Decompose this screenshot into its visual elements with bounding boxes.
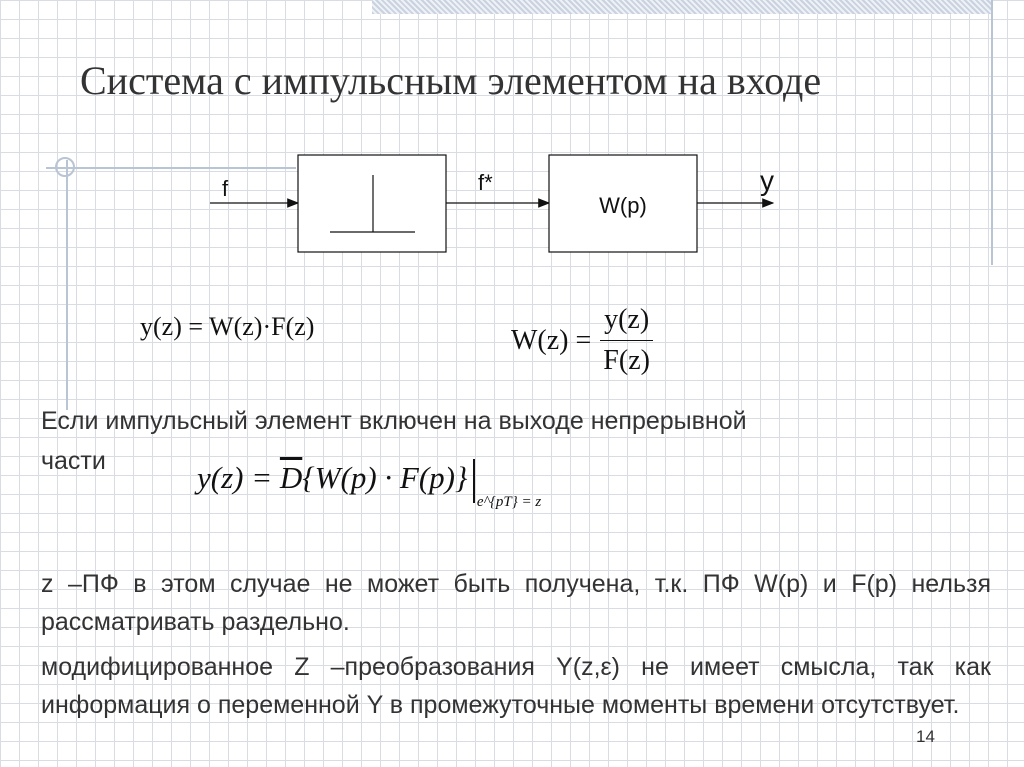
- equation-transfer-lhs: W(z) =: [511, 324, 592, 356]
- equation-modified-body: {W(p) · F(p)}: [302, 460, 468, 496]
- fraction: [599, 302, 654, 379]
- equation-transfer-function: [511, 302, 654, 379]
- block-diagram: [0, 0, 1024, 300]
- slide-title: Система с импульсным элементом на входе: [80, 58, 822, 103]
- paragraph-1-line-2: части: [41, 447, 106, 475]
- equation-modified-operator: $\overline{D}$: [279, 460, 303, 496]
- paragraph-3: модифицированное Z –преобразования Y(z,ε) не имеет смысла, так как информация о переменной Y в промежуточные моменты времени отсутствует.: [41, 653, 991, 719]
- input-label: f: [222, 176, 229, 201]
- equation-output: y(z) = W(z)·F(z): [140, 312, 315, 341]
- page-number: 14: [916, 727, 935, 746]
- equation-modified-lhs: y(z) =: [197, 460, 280, 496]
- fraction-numerator: y(z): [600, 302, 653, 341]
- equation-modified: [197, 459, 542, 511]
- fraction-denominator: F(z): [603, 345, 650, 376]
- equation-modified-subscript: e^{pT} = z: [476, 494, 542, 511]
- paragraph-1-line-1: Если импульсный элемент включен на выходе непрерывной: [41, 407, 747, 435]
- sampled-label: f*: [478, 170, 493, 195]
- paragraph-2: z –ПФ в этом случае не может быть получена, т.к. ПФ W(p) и F(p) нельзя рассматривать раздельно.: [41, 570, 991, 636]
- transfer-function-label: W(p): [599, 193, 647, 218]
- output-label: y: [760, 165, 774, 196]
- evaluation-bar: [473, 459, 475, 503]
- impulse-element-block: [298, 155, 446, 252]
